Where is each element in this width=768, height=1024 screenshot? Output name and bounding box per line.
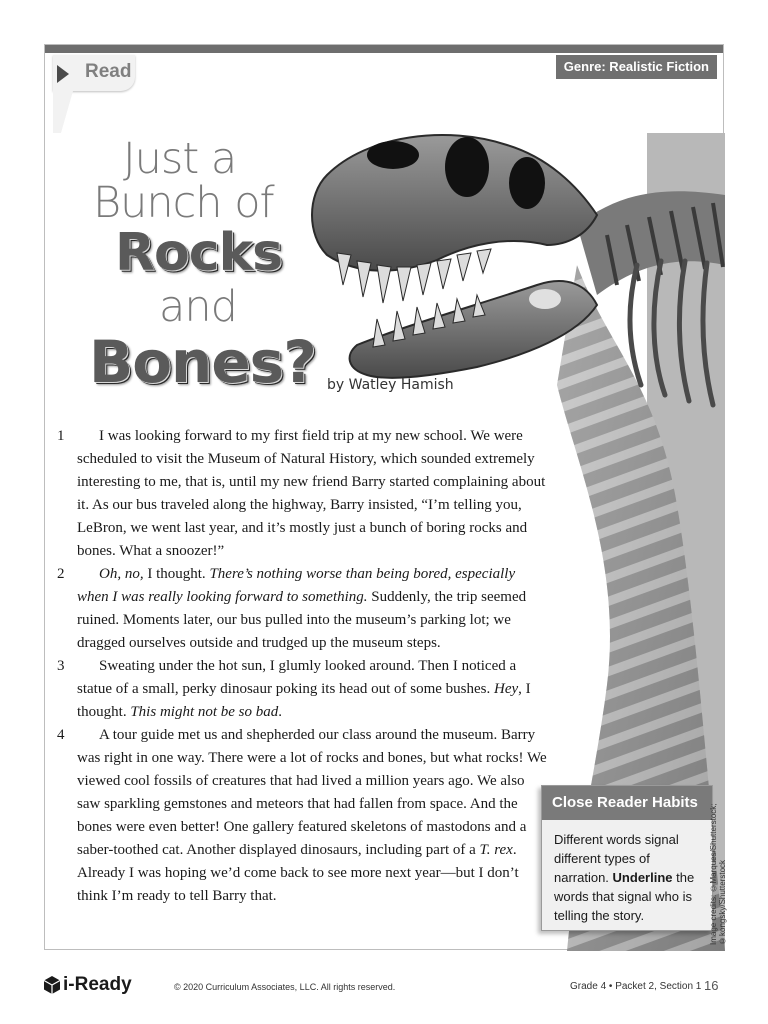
story-paragraph bbox=[57, 724, 547, 908]
text-run: I was looking forward to my first field trip at my new school. We were scheduled to visit the Museum of Natural History, which sounded extremely interesting to me, that is, until my new friend Barry started complaining about it. As our bus traveled along the highway, Barry insisted, “I’m telling you, LeBron, we went last year, and it’s mostly just a bunch of boring rocks and bones. What a snoozer!” bbox=[77, 428, 546, 559]
title-line-5: Bones? bbox=[89, 328, 316, 396]
text-run: A tour guide met us and shepherded our class around the museum. Barry was right in one way. There were a lot of rocks and bones, but what rocks! We viewed cool fossils of creatures that had lived a million years ago. We also saw sparkling gemstones and meteors that had fallen from space. And the bones were even better! One gallery featured skeletons of mastodons and a saber-toothed cat. Another displayed dinosaurs, including part of a bbox=[77, 727, 547, 858]
paragraph-text bbox=[77, 655, 547, 724]
top-bar bbox=[45, 45, 723, 53]
italic-text: There’s nothing worse than being bored, especially when I was really looking forward to something. bbox=[77, 566, 516, 605]
story-paragraph bbox=[57, 655, 547, 724]
genre-tag: Genre: Realistic Fiction bbox=[556, 55, 717, 79]
title-line-3: Rocks bbox=[115, 223, 283, 283]
text-run: Sweating under the hot sun, I glumly looked around. Then I noticed a statue of a small, perky dinosaur poking its head out of some bushes. bbox=[77, 658, 517, 697]
paragraph-number: 4 bbox=[57, 727, 65, 743]
logo-text: i-Ready bbox=[63, 974, 132, 995]
paragraph-text bbox=[77, 724, 547, 908]
copyright-text: © 2020 Curriculum Associates, LLC. All rights reserved. bbox=[174, 982, 396, 992]
title-line-1: Just a bbox=[123, 134, 237, 184]
page-footer bbox=[0, 970, 768, 1000]
text-run: . Already I was hoping we’d come back to see more next year—but I don’t think I’m ready to tell Barry that. bbox=[77, 842, 519, 904]
title-line-4: and bbox=[159, 282, 237, 332]
paragraph-number: 1 bbox=[57, 428, 65, 444]
paragraph-number: 2 bbox=[57, 566, 65, 582]
grade-info: Grade 4 • Packet 2, Section 1 bbox=[570, 981, 702, 992]
close-reader-habits-text bbox=[542, 820, 712, 925]
image-credit: Image credits: ©Marques/Shutterstock; ©kongsky/Shutterstock bbox=[709, 803, 727, 945]
italic-text: Oh, no, bbox=[99, 566, 144, 582]
paragraph-text bbox=[77, 425, 547, 563]
crh-bold-word: Underline bbox=[612, 870, 673, 885]
page-number: 16 bbox=[704, 978, 719, 993]
page-frame bbox=[44, 44, 727, 950]
italic-text: Hey bbox=[494, 681, 519, 697]
italic-text: This might not be so bad bbox=[130, 704, 279, 720]
story-paragraph bbox=[57, 563, 547, 655]
crh-text-before: Different words signal different types of narration. bbox=[554, 832, 679, 885]
read-label: Read bbox=[85, 61, 132, 82]
close-reader-habits-box bbox=[541, 785, 713, 931]
story-text bbox=[57, 425, 547, 908]
paragraph-number: 3 bbox=[57, 658, 65, 674]
byline: by Watley Hamish bbox=[327, 377, 454, 393]
story-paragraph bbox=[57, 425, 547, 563]
text-run: Suddenly, the trip seemed ruined. Moments later, our bus pulled into the museum’s parking lot; we dragged ourselves outside and trudged up the museum steps. bbox=[77, 589, 527, 651]
paragraph-text bbox=[77, 563, 547, 655]
italic-text: T. rex bbox=[479, 842, 513, 858]
i-ready-logo-icon bbox=[44, 976, 60, 994]
text-run: , I thought. bbox=[77, 681, 531, 720]
read-tab-tail bbox=[53, 91, 73, 133]
crh-text-after: the words that signal who is telling the story. bbox=[554, 870, 695, 923]
text-run: I thought. bbox=[143, 566, 210, 582]
text-run: . bbox=[278, 704, 283, 720]
close-reader-habits-heading: Close Reader Habits bbox=[542, 786, 712, 820]
read-flag-icon bbox=[57, 65, 69, 83]
i-ready-logo bbox=[44, 974, 132, 996]
title-line-2: Bunch of bbox=[93, 178, 274, 228]
read-tab bbox=[53, 55, 135, 91]
